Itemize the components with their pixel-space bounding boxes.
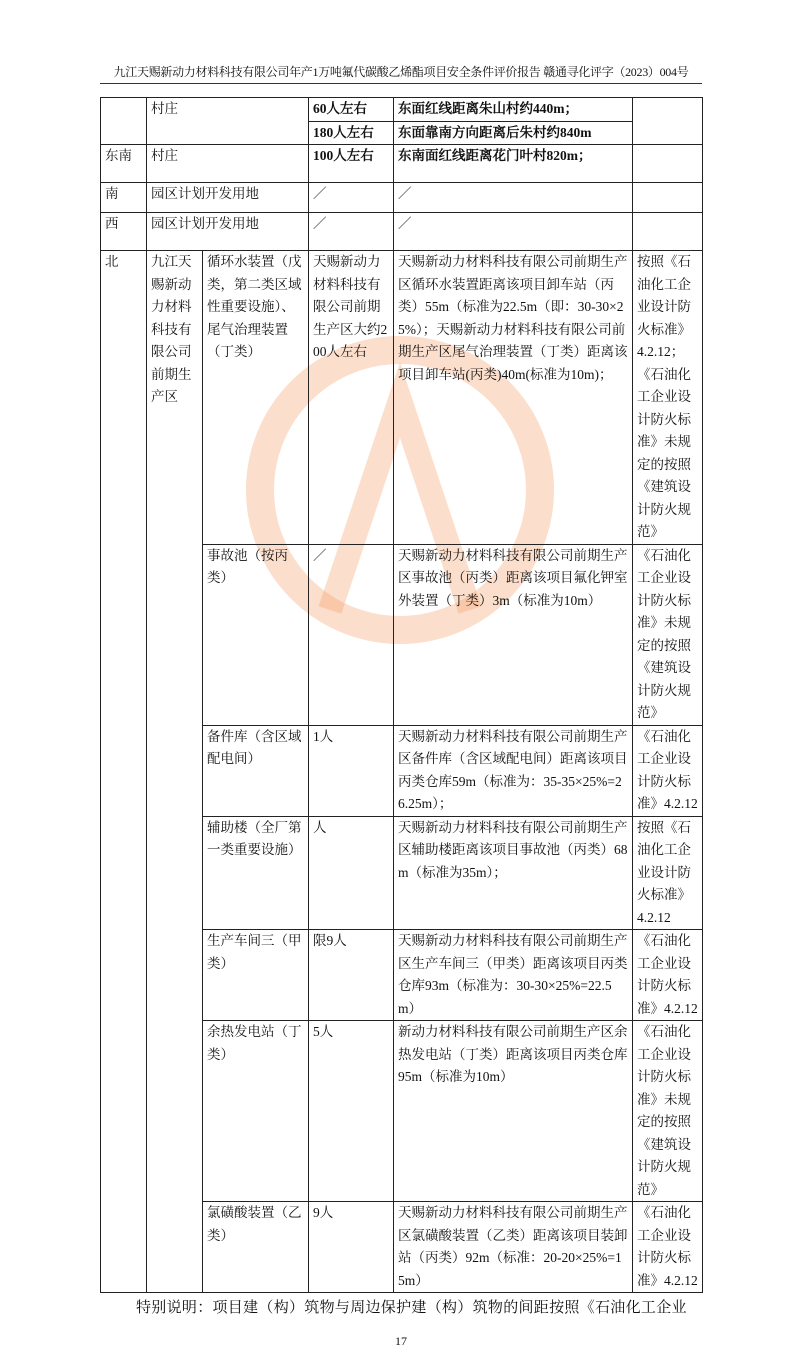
basis-cell: 《石油化工企业设计防火标准》4.2.12 <box>633 725 703 816</box>
basis-cell <box>633 213 703 251</box>
surroundings-table <box>100 97 703 1293</box>
table-row <box>101 183 703 213</box>
basis-cell <box>633 183 703 213</box>
direction-cell: 南 <box>101 183 147 213</box>
running-header: 九江天赐新动力材料科技有限公司年产1万吨氟代碳酸乙烯酯项目安全条件评价报告 赣通寻化评字（2023）004号 <box>113 65 689 79</box>
page-number: 17 <box>395 1334 407 1348</box>
basis-cell: 《石油化工企业设计防火标准》未规定的按照《建筑设计防火规范》 <box>633 1021 703 1202</box>
distance-cell: 东南面红线距离花门叶村820m； <box>394 145 633 183</box>
owner-cell: 九江天赐新动力材料科技有限公司前期生产区 <box>147 251 203 1293</box>
people-cell: ／ <box>309 183 394 213</box>
table-row <box>101 213 703 251</box>
facility-cell: 生产车间三（甲类） <box>203 930 309 1021</box>
people-cell: ／ <box>309 544 394 725</box>
table-row <box>101 251 703 545</box>
facility-cell: 余热发电站（丁类） <box>203 1021 309 1202</box>
basis-cell: 按照《石油化工企业设计防火标准》4.2.12；《石油化工企业设计防火标准》未规定的按照《建筑设计防火规范》 <box>633 251 703 545</box>
distance-cell: 东面红线距离朱山村约440m； <box>394 98 633 122</box>
basis-cell: 《石油化工企业设计防火标准》4.2.12 <box>633 930 703 1021</box>
facility-cell: 循环水装置（戊类，第二类区域性重要设施）、尾气治理装置（丁类） <box>203 251 309 545</box>
people-cell: 1人 <box>309 725 394 816</box>
direction-cell: 北 <box>101 251 147 1293</box>
table-row <box>101 98 703 122</box>
facility-cell: 氯磺酸装置（乙类） <box>203 1202 309 1293</box>
people-cell: 180人左右 <box>309 121 394 145</box>
table-row <box>101 145 703 183</box>
direction-cell <box>101 98 147 145</box>
people-cell: 限9人 <box>309 930 394 1021</box>
footnote: 特别说明：项目建（构）筑物与周边保护建（构）筑物的间距按照《石油化工企业 <box>136 1300 687 1316</box>
distance-cell: ／ <box>394 213 633 251</box>
people-cell: 天赐新动力材料科技有限公司前期生产区大约200人左右 <box>309 251 394 545</box>
object-cell: 园区计划开发用地 <box>147 183 309 213</box>
basis-cell: 《石油化工企业设计防火标准》4.2.12 <box>633 1202 703 1293</box>
people-cell: 100人左右 <box>309 145 394 183</box>
facility-cell: 备件库（含区域配电间） <box>203 725 309 816</box>
object-cell: 村庄 <box>147 98 309 145</box>
direction-cell: 西 <box>101 213 147 251</box>
page-body <box>100 0 702 1369</box>
basis-cell: 《石油化工企业设计防火标准》未规定的按照《建筑设计防火规范》 <box>633 544 703 725</box>
facility-cell: 辅助楼（全厂第一类重要设施） <box>203 816 309 930</box>
object-cell: 园区计划开发用地 <box>147 213 309 251</box>
basis-cell <box>633 98 703 145</box>
people-cell: 60人左右 <box>309 98 394 122</box>
distance-cell: 天赐新动力材料科技有限公司前期生产区备件库（含区域配电间）距离该项目丙类仓库59m（标准为：35-35×25%=26.25m）； <box>394 725 633 816</box>
direction-cell: 东南 <box>101 145 147 183</box>
people-cell: ／ <box>309 213 394 251</box>
people-cell: 人 <box>309 816 394 930</box>
basis-cell: 按照《石油化工企业设计防火标准》4.2.12 <box>633 816 703 930</box>
distance-cell: 新动力材料科技有限公司前期生产区余热发电站（丁类）距离该项目丙类仓库95m（标准为10m） <box>394 1021 633 1202</box>
facility-cell: 事故池（按丙类） <box>203 544 309 725</box>
people-cell: 5人 <box>309 1021 394 1202</box>
distance-cell: 天赐新动力材料科技有限公司前期生产区氯磺酸装置（乙类）距离该项目装卸站（丙类）92m（标准：20-20×25%=15m） <box>394 1202 633 1293</box>
header-divider <box>100 83 702 84</box>
distance-cell: 天赐新动力材料科技有限公司前期生产区循环水装置距离该项目卸车站（丙类）55m（标准为22.5m（即：30-30×25%）；天赐新动力材料科技有限公司前期生产区尾气治理装置（丁类）距离该项目卸车站(丙类)40m(标准为10m)； <box>394 251 633 545</box>
distance-cell: 天赐新动力材料科技有限公司前期生产区事故池（丙类）距离该项目氟化钾室外装置（丁类）3m（标准为10m） <box>394 544 633 725</box>
distance-cell: 天赐新动力材料科技有限公司前期生产区辅助楼距离该项目事故池（丙类）68m（标准为35m）； <box>394 816 633 930</box>
object-cell: 村庄 <box>147 145 309 183</box>
distance-cell: 天赐新动力材料科技有限公司前期生产区生产车间三（甲类）距离该项目丙类仓库93m（标准为：30-30×25%=22.5m） <box>394 930 633 1021</box>
people-cell: 9人 <box>309 1202 394 1293</box>
basis-cell <box>633 145 703 183</box>
distance-cell: 东面靠南方向距离后朱村约840m <box>394 121 633 145</box>
distance-cell: ／ <box>394 183 633 213</box>
